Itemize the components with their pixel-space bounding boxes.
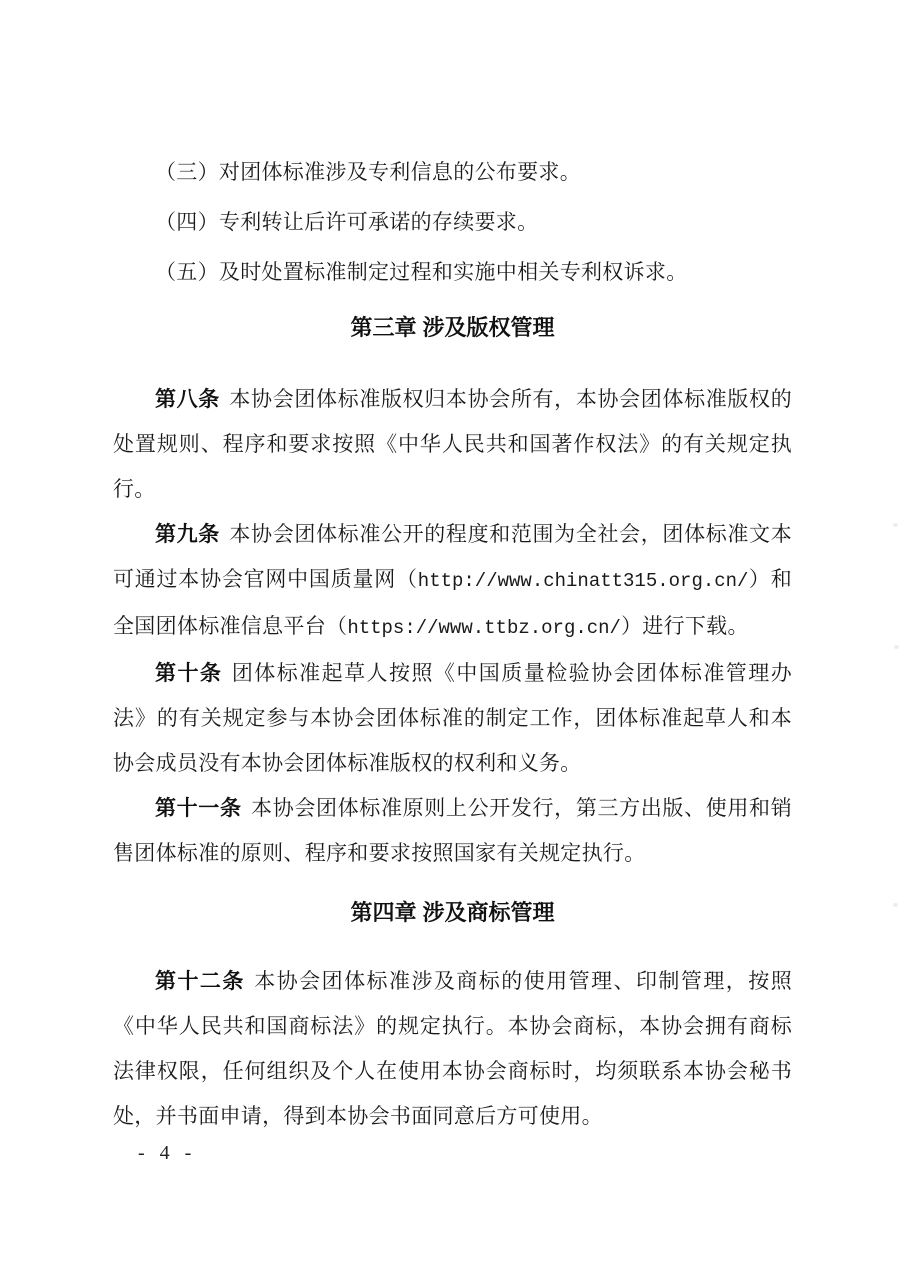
scan-artifact xyxy=(894,645,899,649)
chapter-4-heading: 第四章 涉及商标管理 xyxy=(350,900,555,925)
scan-artifact xyxy=(893,523,898,527)
article-12-text: 本协会团体标准涉及商标的使用管理、印制管理，按照《中华人民共和国商标法》的规定执行。本协会商标，本协会拥有商标法律权限，任何组织及个人在使用本协会商标时，均须联系本协会秘书处，并书面申请，得到本协会书面同意后方可使用。 xyxy=(113,969,793,1128)
association-website-url: http://www.chinatt315.org.cn/ xyxy=(417,570,749,592)
article-9-text-1: 本协会团体标准公开的程度和范围为全社会，团体标准文本可通过本协会官网中国质量网（ xyxy=(113,522,792,591)
article-9-number: 第九条 xyxy=(155,523,220,546)
article-10-paragraph xyxy=(113,651,792,786)
article-12-number: 第十二条 xyxy=(155,970,245,993)
list-item-3: （三）对团体标准涉及专利信息的公布要求。 xyxy=(155,160,581,184)
scan-artifact xyxy=(893,903,898,907)
list-item-4: （四）专利转让后许可承诺的存续要求。 xyxy=(155,210,539,234)
article-11-text: 本协会团体标准原则上公开发行，第三方出版、使用和销售团体标准的原则、程序和要求按照国家有关规定执行。 xyxy=(113,796,792,865)
page-content xyxy=(113,150,792,1139)
article-9-text-2: ）和全国团体标准信息平台（ xyxy=(113,567,792,638)
article-8-text: 本协会团体标准版权归本协会所有，本协会团体标准版权的处置规则、程序和要求按照《中华人民共和国著作权法》的有关规定执行。 xyxy=(113,387,792,501)
article-8-number: 第八条 xyxy=(155,388,220,411)
article-9-text-3: ）进行下载。 xyxy=(620,614,749,638)
ttbz-platform-url: https://www.ttbz.org.cn/ xyxy=(347,617,621,639)
chapter-3-heading: 第三章 涉及版权管理 xyxy=(350,315,555,340)
page-number: - 4 - xyxy=(138,1142,197,1164)
article-10-text: 团体标准起草人按照《中国质量检验协会团体标准管理办法》的有关规定参与本协会团体标准的制定工作，团体标准起草人和本协会成员没有本协会团体标准版权的权利和义务。 xyxy=(113,661,793,775)
article-8-paragraph xyxy=(113,377,792,512)
list-item-5: （五）及时处置标准制定过程和实施中相关专利权诉求。 xyxy=(155,260,688,284)
article-11-paragraph xyxy=(113,786,792,876)
article-12-paragraph xyxy=(113,959,792,1139)
article-10-number: 第十条 xyxy=(155,662,223,685)
article-9-paragraph xyxy=(113,512,792,651)
article-11-number: 第十一条 xyxy=(155,797,242,820)
